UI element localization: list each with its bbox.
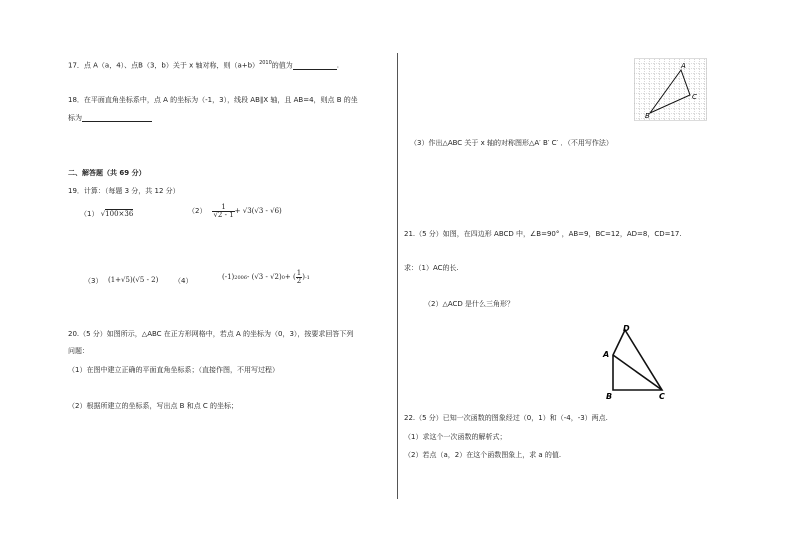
- q19-part4: [222, 270, 310, 285]
- q17-end: .: [336, 61, 340, 70]
- quadrilateral-figure: [598, 322, 674, 402]
- fig-label-b: B: [606, 392, 613, 401]
- q20-part3: （3）作出△ABC 关于 x 轴的对称图形△A′ B′ C′ ．（不用写作法）: [410, 139, 613, 147]
- q21-part2: （2）△ACD 是什么三角形？: [424, 300, 515, 308]
- q19-p4-c: + (: [284, 273, 296, 282]
- q19-p3-expr: (1+√5)(√5 - 2): [108, 276, 159, 284]
- grid-figure: [634, 58, 708, 122]
- q19-p2-rest: + √3(√3 - √6): [234, 207, 282, 216]
- q19-p3-label: （3）: [84, 277, 103, 285]
- q19-p4-frac-num: 1: [296, 269, 302, 277]
- column-divider: [397, 53, 398, 499]
- q19-p4-d: ): [302, 273, 305, 282]
- q19-p1-expr: 100×36: [105, 210, 134, 218]
- q19-p4-exp-a: 2006: [234, 274, 248, 281]
- q18-line2: 标为: [68, 114, 82, 122]
- q20-line1: 20.（5 分）如图所示，△ABC 在正方形网格中，若点 A 的坐标为（0，3），按要求回答下列: [68, 330, 354, 338]
- q19-part2: [188, 204, 282, 219]
- q22-line1: 22.（5 分）已知一次函数的图象经过（0，1）和（-4，-3）两点.: [404, 414, 608, 422]
- q22-part1: （1）求这个一次函数的解析式；: [404, 433, 507, 441]
- q19-p2-fraction: [212, 204, 234, 219]
- q19-p4-label: （4）: [174, 277, 193, 285]
- question-18-line2: [68, 114, 152, 122]
- q17-tail: 的值为: [271, 61, 293, 70]
- q19-p1-label: （1）: [80, 210, 99, 218]
- q17-text: 17．点 A（a，4）、点B（3，b）关于 x 轴对称，则（a+b）: [68, 61, 260, 70]
- q19-p2-label: （2）: [188, 207, 207, 216]
- section-title: 二、解答题（共 69 分）: [68, 169, 146, 177]
- q19-p4-a: (-1): [222, 273, 235, 282]
- sqrt-sign: √: [100, 210, 106, 218]
- grid-label-a: A: [681, 62, 686, 70]
- grid-label-c: C: [692, 93, 697, 101]
- q19-p4-b: - (√3 - √2): [247, 273, 282, 282]
- q19-title: 19．计算：（每题 3 分，共 12 分）: [68, 187, 180, 195]
- diagonal-ac: [613, 355, 662, 390]
- q17-exponent: 2010: [259, 60, 272, 66]
- fig-label-c: C: [659, 392, 665, 401]
- fig-label-a: A: [603, 350, 610, 359]
- q19-p2-num: 1: [221, 203, 226, 211]
- q17-answer-blank[interactable]: [293, 61, 340, 70]
- q20-line2: 问题：: [68, 347, 89, 355]
- q21-line1: 21.（5 分）如图，在四边形 ABCD 中，∠B=90° ，AB=9，BC=12，AD=8，CD=17.: [404, 230, 682, 238]
- q20-part1: （1）在图中建立正确的平面直角坐标系；（直接作图，不用写过程）: [68, 366, 279, 374]
- q20-part2: （2）根据所建立的坐标系，写出点 B 和点 C 的坐标；: [68, 402, 239, 410]
- q18-answer-blank[interactable]: [82, 114, 152, 122]
- q19-p4-exp-b: 0: [281, 274, 285, 281]
- q19-p4-exp-d: -1: [304, 274, 310, 281]
- q22-part2: （2）若点（a，2）在这个函数图象上，求 a 的值.: [404, 451, 562, 459]
- q19-p2-den: √2 - 1: [213, 211, 234, 219]
- q21-ask: 求：（1）AC的长.: [404, 264, 459, 272]
- fig-label-d: D: [623, 324, 630, 333]
- q19-p4-frac-den: 2: [296, 277, 302, 285]
- q18-line1: 18．在平面直角坐标系中，点 A 的坐标为（-1，3），线段 AB∥X 轴，且 AB=4，则点 B 的坐: [68, 96, 358, 104]
- question-17: [68, 60, 339, 70]
- q19-part1: [80, 210, 133, 218]
- grid-label-b: B: [645, 112, 650, 120]
